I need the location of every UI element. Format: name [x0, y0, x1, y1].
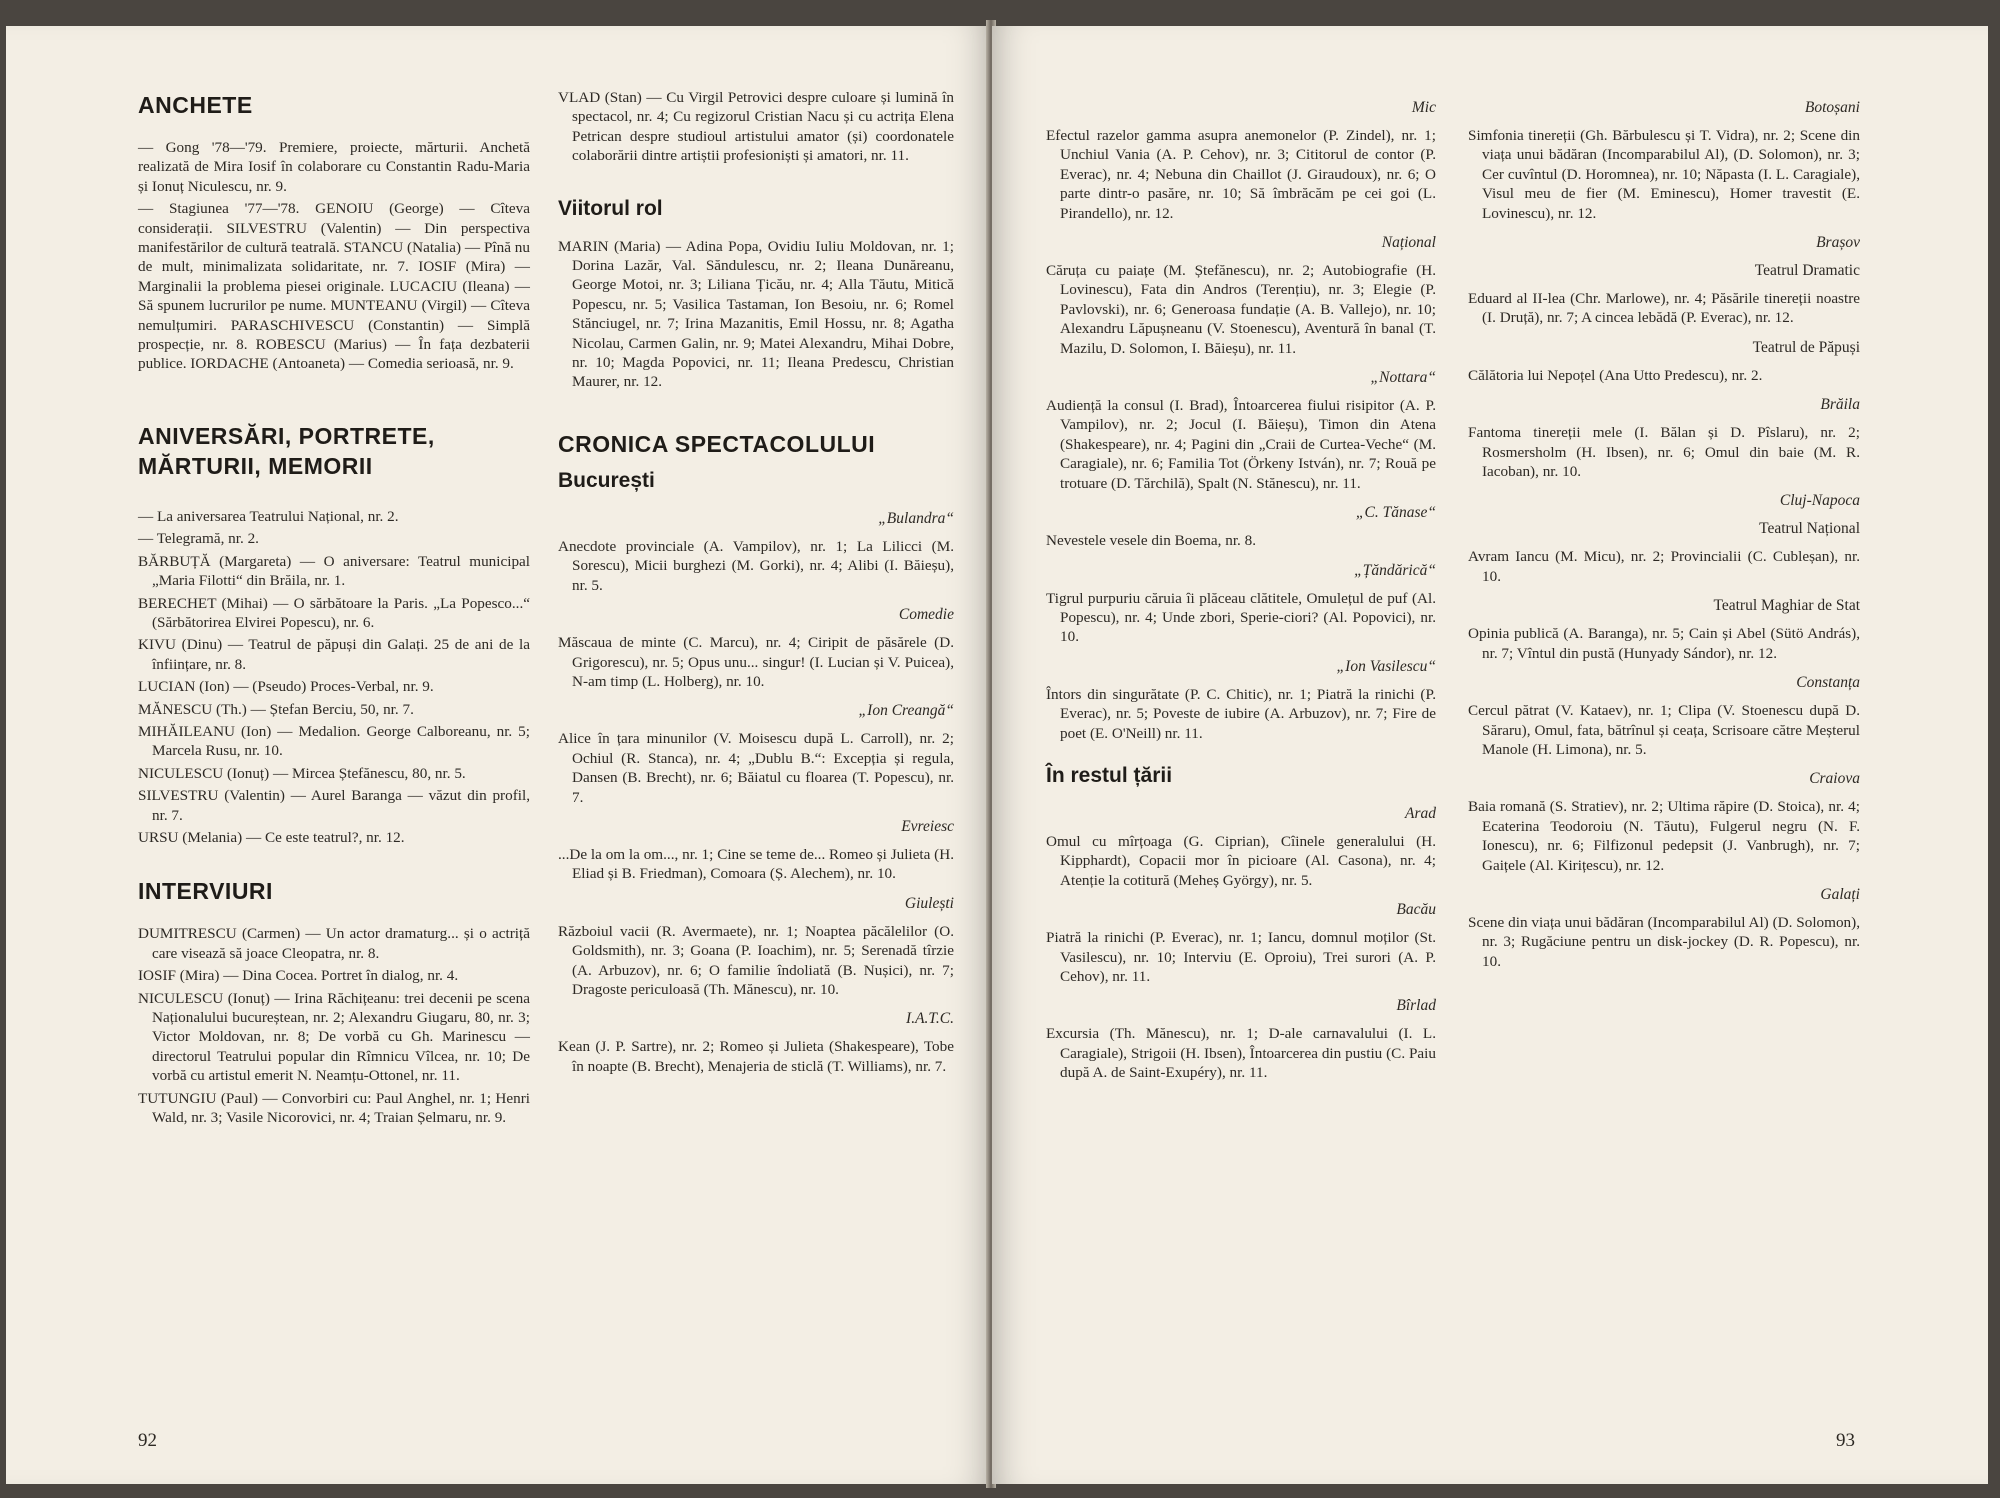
entry: Nevestele vesele din Boema, nr. 8. [1046, 532, 1257, 550]
entry: NICULESCU (Ionuț) — Mircea Ștefănescu, 80, nr. 5. [138, 764, 466, 782]
section-title-cronica: CRONICA SPECTACOLULUI [558, 430, 876, 457]
entry: Omul cu mîrțoaga (G. Ciprian), Cîinele generalului (H. Kipphardt), Copacii mor în picioare (Al. Casona), nr. 4; Atenție la cotitură (Meheș György), nr. 5. [1046, 832, 1436, 889]
entry: Cercul pătrat (V. Kataev), nr. 1; Clipa (V. Stoenescu după D. Săraru), Omul, fata, bătrînul și ceața, Scrisoare către Meșterul Manole (H. Limona), nr. 5. [1468, 702, 1860, 758]
entry: LUCIAN (Ion) — (Pseudo) Proces-Verbal, nr. 9. [138, 678, 434, 696]
entry: IOSIF (Mira) — Dina Cocea. Portret în dialog, nr. 4. [138, 967, 459, 985]
entry: Avram Iancu (M. Micu), nr. 2; Provincialii (C. Cubleșan), nr. 10. [1468, 548, 1860, 585]
venue-heading: Brașov [1816, 234, 1860, 252]
entry: Audiență la consul (I. Brad), Întoarcerea fiului risipitor (A. P. Vampilov), nr. 2; Jocul (I. Băieșu), Timon din Atena (Shakespeare), nr. 4; Pagini din „Craii de Curtea-Veche“ (M. Caragiale), nr. 6; Familia Tot (Örkeny István), nr. 7; Rouă pe trotuare (D. Tărchilă), Spalt (N. Stănescu), nr. 11. [1046, 397, 1436, 492]
entry: — Telegramă, nr. 2. [138, 530, 259, 548]
venue-heading: I.A.T.C. [906, 1010, 954, 1028]
entry: TUTUNGIU (Paul) — Convorbiri cu: Paul Anghel, nr. 1; Henri Wald, nr. 3; Vasile Nicorovici, nr. 4; Traian Șelmaru, nr. 9. [138, 1089, 530, 1127]
entry: ...De la om la om..., nr. 1; Cine se teme de... Romeo și Julieta (H. Eliad și B. Friedman), Comoara (Ș. Alechem), nr. 10. [558, 845, 954, 883]
entry: Efectul razelor gamma asupra anemonelor (P. Zindel), nr. 1; Unchiul Vania (A. P. Cehov), nr. 3; Cititorul de contor (P. Everac), nr. 4; Nebuna din Chaillot (J. Giraudoux), nr. 6; O parte dintr-o pasăre, nr. 10; Să îmbrăcăm pe cei goi (L. Pirandello), nr. 12. [1046, 127, 1436, 222]
entry: Tigrul purpuriu căruia îi plăceau clătitele, Omulețul de puf (Al. Popescu), nr. 4; Unde zbori, Sperie-ciori? (Al. Popovici), nr. 10. [1046, 589, 1436, 646]
venue-subheading: Teatrul Dramatic [1754, 262, 1860, 280]
entry: MARIN (Maria) — Adina Popa, Ovidiu Iuliu Moldovan, nr. 1; Dorina Lazăr, Val. Săndulescu, nr. 2; Ileana Dunăreanu, George Motoi, nr. 3; Liliana Țicău, nr. 4; Alla Tăutu, Mitică Popescu, nr. 5; Vasilica Tastaman, Ion Besoiu, nr. 6; Romel Stănciugel, nr. 7; Irina Mazanitis, Emil Hossu, nr. 8; Agatha Nicolau, Carmen Galin, nr. 9; Matei Alexandru, Mihai Dobre, nr. 10; Magda Popovici, nr. 11; Ileana Predescu, Christian Maurer, nr. 12. [558, 237, 954, 391]
entry: Scene din viața unui bădăran (Incomparabilul Al) (D. Solomon), nr. 3; Rugăciune pentru un disk-jockey (D. R. Popescu), nr. 10. [1468, 913, 1860, 970]
venue-heading: „Bulandra“ [878, 509, 954, 527]
right-page-column-2 [1468, 98, 1860, 974]
entry: Kean (J. P. Sartre), nr. 2; Romeo și Julieta (Shakespeare), Tobe în noapte (B. Brecht), Menajeria de sticlă (T. Williams), nr. 7. [558, 1038, 954, 1075]
entry: Căruța cu paiațe (M. Ștefănescu), nr. 2; Autobiografie (H. Lovinescu), Fata din Andros (Terențiu), nr. 3; Elegie (P. Pavlovski), nr. 6; Generoasa fundație (A. B. Vallejo), nr. 10; Alexandru Lăpușneanu (V. Stoenescu), Aventură în banal (T. Mazilu, D. Solomon, I. Băieșu), nr. 11. [1046, 262, 1436, 357]
section-title-interviuri: INTERVIURI [138, 878, 273, 905]
entry: URSU (Melania) — Ce este teatrul?, nr. 12. [138, 828, 405, 846]
venue-subheading: Teatrul Național [1759, 520, 1860, 538]
venue-heading: Comedie [898, 606, 954, 624]
entry: BĂRBUȚĂ (Margareta) — O aniversare: Teatrul municipal „Maria Filotti“ din Brăila, nr. 1. [138, 552, 530, 590]
venue-heading: Brăila [1820, 396, 1860, 414]
entry: NICULESCU (Ionuț) — Irina Răchițeanu: trei decenii pe scena Naționalului bucureștean, nr. 2; Alexandru Giugaru, 80, nr. 3; Victor Moldovan, nr. 8; De vorbă cu Gh. Marinescu — directorul Teatrului popular din Rîmnicu Vîlcea, nr. 10; De vorbă cu artistul emerit N. Neamțu-Ottonel, nr. 11. [138, 989, 530, 1085]
page-number: 93 [1836, 1430, 1855, 1451]
entry: Fantoma tinereții mele (I. Bălan și D. Pîslaru), nr. 2; Rosmersholm (H. Ibsen), nr. 6; Omul din baie (M. R. Iacoban), nr. 10. [1468, 424, 1860, 481]
entry: Anecdote provinciale (A. Vampilov), nr. 1; La Lilicci (M. Sorescu), Micii burghezi (M. Gorki), nr. 4; Alibi (I. Băieșu), nr. 5. [558, 537, 954, 594]
entry: Excursia (Th. Mănescu), nr. 1; D-ale carnavalului (I. L. Caragiale), Strigoii (H. Ibsen), Întoarcerea din pustiu (C. Paiu după A. de Saint-Exupéry), nr. 11. [1046, 1025, 1436, 1082]
entry: Întors din singurătate (P. C. Chitic), nr. 1; Piatră la rinichi (P. Everac), nr. 5; Poveste de iubire (A. Arbuzov), nr. 7; Fire de poet (E. O'Neill) nr. 11. [1046, 685, 1436, 742]
venue-heading: „Nottara“ [1370, 369, 1436, 387]
entry: DUMITRESCU (Carmen) — Un actor dramaturg... și o actriță care visează să joace Cleopatra, nr. 8. [138, 925, 530, 962]
entry: — Gong '78—'79. Premiere, proiecte, mărturii. Anchetă realizată de Mira Iosif în colaborare cu Constantin Radu-Maria și Ionuț Niculescu, nr. 9. [138, 139, 530, 195]
section-title-aniversari [138, 421, 530, 481]
city-title-bucuresti: București [558, 468, 655, 492]
left-page-column-1 [138, 90, 530, 1130]
page-number: 92 [138, 1430, 157, 1451]
venue-subheading: Teatrul Maghiar de Stat [1713, 597, 1860, 615]
venue-heading: „C. Tănase“ [1355, 504, 1436, 522]
right-page-column-1 [1046, 98, 1436, 1086]
entry: Alice în țara minunilor (V. Moisescu după L. Carroll), nr. 2; Ochiul (R. Stanca), nr. 4; „Dublu B.“: Excepția și regula, Dansen (B. Brecht), nr. 6; Băiatul cu floarea (T. Popescu), nr. 7. [558, 730, 954, 806]
entry: Simfonia tinereții (Gh. Bărbulescu și T. Vidra), nr. 2; Scene din viața unui bădăran (Incomparabilul Al), (D. Solomon), nr. 3; Cer cuvîntul (D. Horomnea), nr. 10; Năpasta (I. L. Caragiale), Visul meu de fier (M. Eminescu), Homer travestit (E. Lovinescu), nr. 12. [1468, 127, 1860, 222]
entry: MIHĂILEANU (Ion) — Medalion. George Calboreanu, nr. 5; Marcela Rusu, nr. 10. [138, 722, 530, 760]
entry: — La aniversarea Teatrului Național, nr. 2. [138, 507, 399, 525]
entry: SILVESTRU (Valentin) — Aurel Baranga — văzut din profil, nr. 7. [138, 787, 530, 824]
venue-heading: „Ion Vasilescu“ [1336, 657, 1436, 675]
venue-heading: „Țăndărică“ [1354, 561, 1436, 579]
venue-heading: Bîrlad [1396, 997, 1436, 1015]
venue-heading: Cluj-Napoca [1779, 492, 1860, 510]
entry: VLAD (Stan) — Cu Virgil Petrovici despre culoare și lumină în spectacol, nr. 4; Cu regizorul Cristian Nacu și cu actrița Elena Petrican despre studioul artistului amator (și) coordonatele colaborării dintre artiștii profesioniști și amatori, nr. 11. [558, 89, 954, 165]
entry: KIVU (Dinu) — Teatrul de păpuși din Galați. 25 de ani de la înființare, nr. 8. [138, 636, 530, 673]
entry: Măscaua de minte (C. Marcu), nr. 4; Ciripit de păsărele (D. Grigorescu), nr. 5; Opus unu... singur! (I. Lucian și V. Puicea), N-am timp (L. Holberg), nr. 10. [558, 634, 954, 690]
venue-heading: Mic [1411, 99, 1436, 116]
entry: Războiul vacii (R. Avermaete), nr. 1; Noaptea păcălelilor (O. Goldsmith), nr. 3; Goana (P. Ioachim), nr. 5; Serenadă tîrzie (A. Arbuzov), nr. 6; O familie îndoliată (B. Nușici), nr. 7; Dragoste periculoasă (Th. Mănescu), nr. 10. [558, 922, 954, 998]
venue-heading: Craiova [1809, 770, 1860, 788]
venue-heading: Național [1381, 234, 1436, 252]
venue-heading: Giulești [904, 894, 954, 912]
entry: Baia romană (S. Stratiev), nr. 2; Ultima răpire (D. Stoica), nr. 4; Ecaterina Teodoroiu (N. Tăutu), Fulgerul negru (N. F. Ionescu), nr. 6; Filfizonul pedepsit (J. Vanbrugh), nr. 7; Gaițele (Al. Kirițescu), nr. 12. [1468, 798, 1860, 874]
venue-heading: Arad [1405, 804, 1436, 822]
venue-heading: „Ion Creangă“ [858, 702, 954, 720]
entry: Piatră la rinichi (P. Everac), nr. 1; Iancu, domnul moților (St. Vasilescu), nr. 10; Interviu (E. Oproiu), Trei surori (A. P. Cehov), nr. 11. [1046, 929, 1436, 985]
section-title-line: MĂRTURII, MEMORII [138, 452, 373, 479]
entry: MĂNESCU (Th.) — Ștefan Berciu, 50, nr. 7. [138, 700, 414, 718]
venue-heading: Galați [1820, 885, 1860, 903]
venue-heading: Bacău [1396, 901, 1436, 919]
entry: Opinia publică (A. Baranga), nr. 5; Cain și Abel (Sütö András), nr. 7; Vîntul din pustă (Hunyady Sándor), nr. 12. [1468, 625, 1860, 662]
entry: BERECHET (Mihai) — O sărbătoare la Paris. „La Popesco...“ (Sărbătorirea Elvirei Popescu), nr. 6. [138, 594, 530, 631]
venue-heading: Constanța [1796, 674, 1860, 692]
right-page [992, 26, 1988, 1484]
left-page-column-2 [558, 88, 954, 1079]
section-title-restul-tarii: În restul țării [1046, 763, 1173, 787]
section-title-anchete: ANCHETE [138, 92, 253, 118]
entry: — Stagiunea '77—'78. GENOIU (George) — Cîteva considerații. SILVESTRU (Valentin) — Din perspectiva manifestărilor de cultură teatrală. STANCU (Natalia) — Pînă nu de mult, minimalizata solidaritate, nr. 7. IOSIF (Mira) — Marginalii la problema piesei originale. LUCACIU (Ileana) — Să spunem lucrurilor pe nume. MUNTEANU (Virgil) — Cîteva nemulțumiri. PARASCHIVESCU (Constantin) — Simplă prospecție, nr. 8. ROBESCU (Marius) — În fața dezbaterii publice. IORDACHE (Antoaneta) — Comedia serioasă, nr. 9. [138, 200, 530, 373]
venue-heading: Botoșani [1804, 99, 1860, 116]
venue-subheading: Teatrul de Păpuși [1752, 338, 1860, 356]
venue-heading: Evreiesc [901, 817, 954, 835]
section-title-line: ANIVERSĂRI, PORTRETE, [138, 422, 435, 449]
section-title-viitorul-rol: Viitorul rol [558, 196, 663, 220]
entry: Călătoria lui Nepoțel (Ana Utto Predescu), nr. 2. [1468, 366, 1763, 384]
left-page [6, 26, 990, 1484]
entry: Eduard al II-lea (Chr. Marlowe), nr. 4; Păsările tinereții noastre (I. Druță), nr. 7; A cincea lebădă (P. Everac), nr. 12. [1468, 290, 1860, 327]
